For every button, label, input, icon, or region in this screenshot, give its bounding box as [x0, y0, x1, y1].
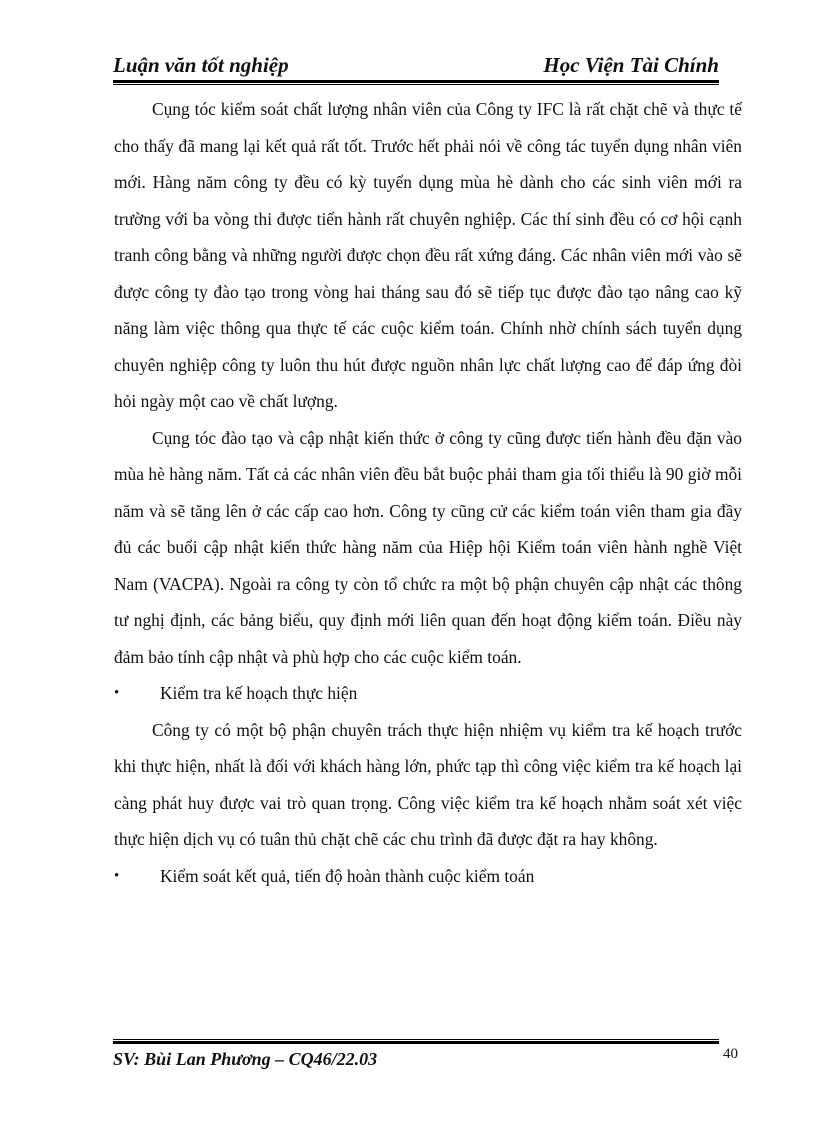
page-header	[113, 49, 719, 89]
page-number: 40	[723, 1046, 738, 1062]
paragraph-staff-quality-control: Cụng tóc kiểm soát chất lượng nhân viên của Công ty IFC là rất chặt chẽ và thực tế cho thấy đã mang lại kết quả rất tốt. Trước hết phải nói về công tác tuyển dụng nhân viên mới. Hàng năm công ty đều có kỳ tuyển dụng mùa hè dành cho các sinh viên mới ra trường với ba vòng thi được tiến hành rất chuyên nghiệp. Các thí sinh đều có cơ hội cạnh tranh công bằng và những người được chọn đều rất xứng đáng. Các nhân viên mới vào sẽ được công ty đào tạo trong vòng hai tháng sau đó sẽ tiếp tục được đào tạo nâng cao kỹ năng làm việc thông qua thực tế các cuộc kiểm toán. Chính nhờ chính sách tuyển dụng chuyên nghiệp công ty luôn thu hút được nguồn nhân lực chất lượng cao để đáp ứng đòi hỏi ngày một cao về chất lượng.	[114, 99, 742, 411]
bullet-icon: •	[114, 867, 120, 884]
document-body	[114, 91, 742, 894]
footer-divider	[113, 1039, 719, 1044]
footer-student-info: SV: Bùi Lan Phương – CQ46/22.03	[113, 1049, 378, 1069]
bullet-results-control	[114, 858, 742, 895]
bullet-label: Kiểm tra kế hoạch thực hiện	[160, 683, 358, 703]
page-footer	[113, 1039, 719, 1079]
paragraph-training-update: Cụng tóc đào tạo và cập nhật kiến thức ở công ty cũng được tiến hành đều đặn vào mùa hè hàng năm. Tất cả các nhân viên đều bắt buộc phải tham gia tối thiểu là 90 giờ mỗi năm và sẽ tăng lên ở các cấp cao hơn. Công ty cũng cử các kiểm toán viên tham gia đầy đủ các buổi cập nhật kiến thức hàng năm của Hiệp hội Kiểm toán viên hành nghề Việt Nam (VACPA). Ngoài ra công ty còn tổ chức ra một bộ phận chuyên cập nhật các thông tư nghị định, các bảng biểu, quy định mới liên quan đến hoạt động kiểm toán. Điều này đảm bảo tính cập nhật và phù hợp cho các cuộc kiểm toán.	[114, 427, 742, 667]
header-institution: Học Viện Tài Chính	[543, 53, 719, 77]
bullet-plan-review	[114, 675, 742, 712]
paragraph-plan-review: Công ty có một bộ phận chuyên trách thực hiện nhiệm vụ kiểm tra kế hoạch trước khi thực hiện, nhất là đối với khách hàng lớn, phức tạp thì công việc kiểm tra kế hoạch lại càng phát huy được vai trò quan trọng. Công việc kiểm tra kế hoạch nhằm soát xét việc thực hiện dịch vụ có tuân thủ chặt chẽ các chu trình đã được đặt ra hay không.	[114, 719, 742, 849]
bullet-label: Kiểm soát kết quả, tiến độ hoàn thành cuộc kiểm toán	[160, 865, 535, 886]
bullet-icon: •	[114, 685, 120, 701]
header-divider	[113, 80, 719, 85]
header-thesis-title: Luận văn tốt nghiệp	[113, 53, 289, 77]
